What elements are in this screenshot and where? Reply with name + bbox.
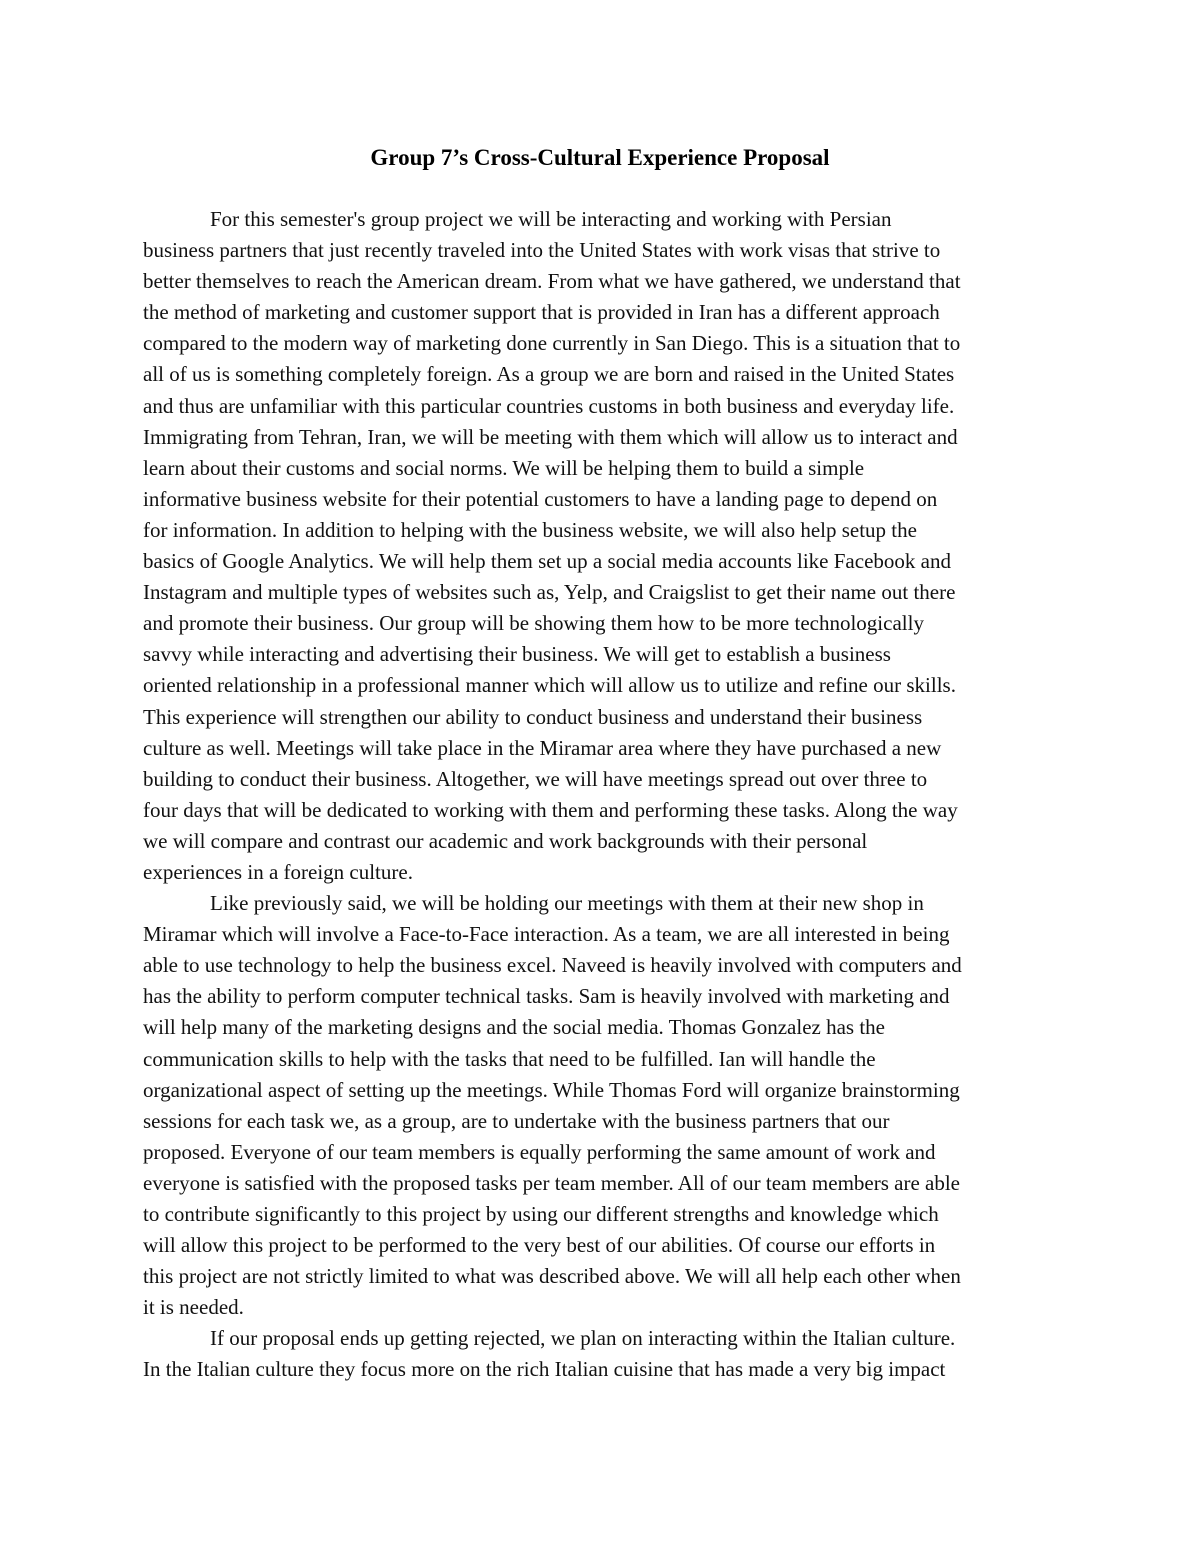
text-line: compared to the modern way of marketing done currently in San Diego. This is a situation that to — [143, 331, 961, 356]
text-line: and thus are unfamiliar with this particular countries customs in both business and everyday life. — [143, 393, 955, 418]
text-line: basics of Google Analytics. We will help them set up a social media accounts like Facebook and — [143, 549, 951, 574]
text-line: experiences in a foreign culture. — [143, 859, 413, 884]
text-line: everyone is satisfied with the proposed tasks per team member. All of our team members are able — [143, 1170, 961, 1195]
text-line: savvy while interacting and advertising their business. We will get to establish a business — [143, 642, 891, 667]
paragraph-first-line: If our proposal ends up getting rejected, we plan on interacting within the Italian culture. — [210, 1326, 956, 1351]
text-line: oriented relationship in a professional manner which will allow us to utilize and refine our skills. — [143, 673, 956, 698]
text-line: culture as well. Meetings will take place in the Miramar area where they have purchased a new — [143, 735, 942, 760]
text-line: better themselves to reach the American dream. From what we have gathered, we understand that — [143, 269, 961, 294]
text-line: proposed. Everyone of our team members is equally performing the same amount of work and — [143, 1139, 936, 1164]
text-line: this project are not strictly limited to what was described above. We will all help each other when — [143, 1264, 961, 1289]
text-line: Instagram and multiple types of websites such as, Yelp, and Craigslist to get their name out there — [143, 580, 956, 605]
text-line: will help many of the marketing designs and the social media. Thomas Gonzalez has the — [143, 1015, 885, 1040]
text-line: the method of marketing and customer support that is provided in Iran has a different approach — [143, 300, 940, 325]
text-line: able to use technology to help the business excel. Naveed is heavily involved with computers and — [143, 953, 962, 978]
text-line: we will compare and contrast our academic and work backgrounds with their personal — [143, 828, 868, 853]
text-line: it is needed. — [143, 1295, 244, 1320]
paragraph-first-line: For this semester's group project we will be interacting and working with Persian — [210, 207, 892, 231]
text-line: Miramar which will involve a Face-to-Face interaction. As a team, we are all interested in being — [143, 922, 950, 947]
text-line: to contribute significantly to this project by using our different strengths and knowledge which — [143, 1202, 939, 1226]
text-line: learn about their customs and social norms. We will be helping them to build a simple — [143, 455, 865, 480]
text-line: organizational aspect of setting up the meetings. While Thomas Ford will organize brainstorming — [143, 1077, 960, 1102]
text-line: has the ability to perform computer technical tasks. Sam is heavily involved with marketing and — [143, 984, 950, 1009]
text-line: In the Italian culture they focus more on the rich Italian cuisine that has made a very big impact — [143, 1357, 946, 1382]
document-title: Group 7’s Cross-Cultural Experience Proposal — [370, 145, 830, 170]
text-line: building to conduct their business. Altogether, we will have meetings spread out over three to — [143, 766, 928, 791]
text-line: and promote their business. Our group will be showing them how to be more technologically — [143, 611, 924, 636]
text-line: will allow this project to be performed to the very best of our abilities. Of course our efforts in — [143, 1233, 936, 1258]
document-body — [143, 204, 1063, 1386]
text-line: This experience will strengthen our ability to conduct business and understand their business — [143, 704, 923, 729]
text-line: business partners that just recently traveled into the United States with work visas that strive to — [143, 238, 941, 263]
text-line: informative business website for their potential customers to have a landing page to depend on — [143, 486, 938, 511]
text-line: communication skills to help with the tasks that need to be fulfilled. Ian will handle the — [143, 1046, 876, 1071]
text-line: four days that will be dedicated to working with them and performing these tasks. Along the way — [143, 797, 958, 822]
text-line: for information. In addition to helping with the business website, we will also help setup the — [143, 517, 917, 542]
text-line: sessions for each task we, as a group, are to undertake with the business partners that our — [143, 1108, 890, 1133]
text-line: Immigrating from Tehran, Iran, we will be meeting with them which will allow us to interact and — [143, 424, 958, 449]
text-line: all of us is something completely foreign. As a group we are born and raised in the United States — [143, 362, 955, 387]
paragraph-first-line: Like previously said, we will be holding our meetings with them at their new shop in — [210, 891, 924, 916]
